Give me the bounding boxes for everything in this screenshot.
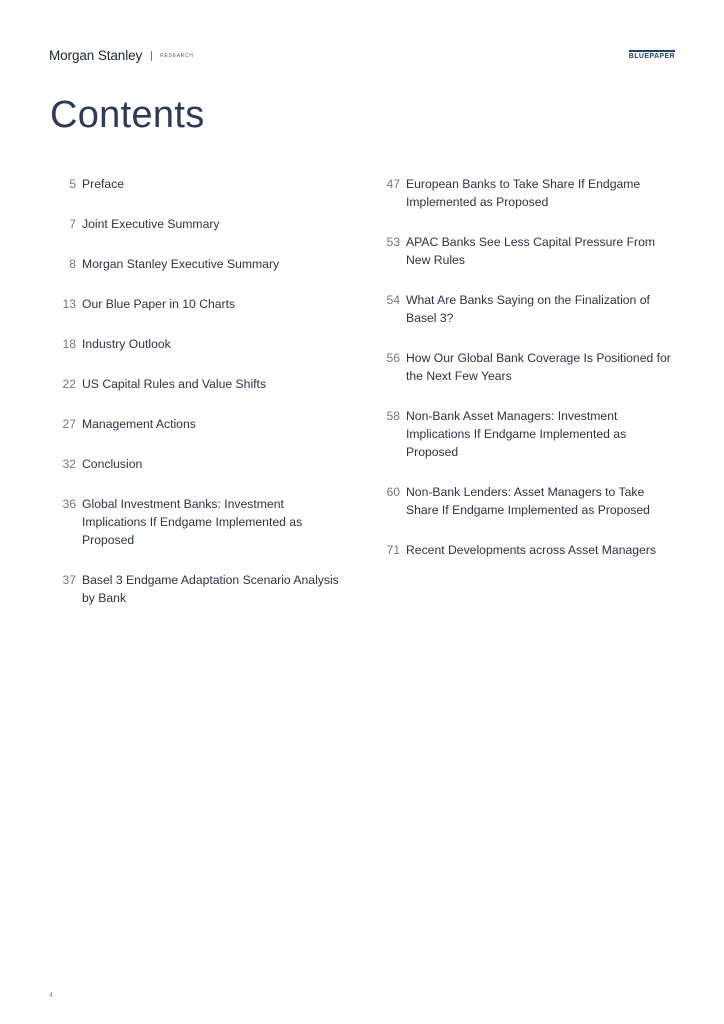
bluepaper-badge: BLUEPAPER	[629, 50, 675, 60]
toc-entry-label: Conclusion	[82, 457, 143, 471]
toc-entry[interactable]	[372, 291, 678, 327]
toc-entry[interactable]	[48, 571, 348, 607]
toc-page-number: 27	[62, 417, 76, 431]
brand-divider	[151, 51, 152, 61]
toc-page-number: 7	[69, 217, 76, 231]
toc-entry-label: Recent Developments across Asset Managers	[406, 543, 656, 557]
toc-entry[interactable]	[48, 215, 348, 233]
toc-entry[interactable]	[372, 541, 678, 559]
toc-page-number: 53	[386, 235, 400, 249]
toc-entry[interactable]	[372, 349, 678, 385]
toc-page-number: 36	[62, 497, 76, 511]
toc-page-number: 32	[62, 457, 76, 471]
toc-entry-label: Preface	[82, 177, 125, 191]
toc-page-number: 54	[386, 293, 400, 307]
toc-entry[interactable]	[372, 407, 678, 461]
brand-header	[49, 48, 194, 63]
toc-page-number: 18	[62, 337, 76, 351]
toc-entry-label: What Are Banks Saying on the Finalization of Basel 3?	[406, 293, 650, 325]
brand-section: RESEARCH	[160, 52, 194, 59]
toc-entry[interactable]	[48, 335, 348, 353]
toc-entry-label: Global Investment Banks: Investment Implications If Endgame Implemented as Proposed	[82, 497, 303, 547]
toc-page-number: 22	[62, 377, 76, 391]
toc-entry-label: How Our Global Bank Coverage Is Positioned for the Next Few Years	[406, 351, 671, 383]
toc-entry-label: Non-Bank Asset Managers: Investment Implications If Endgame Implemented as Proposed	[406, 409, 627, 459]
page-number: 4	[49, 992, 53, 999]
toc-right-column	[372, 175, 678, 581]
toc-entry-label: Non-Bank Lenders: Asset Managers to Take Share If Endgame Implemented as Proposed	[406, 485, 650, 517]
toc-page-number: 60	[386, 485, 400, 499]
toc-page-number: 56	[386, 351, 400, 365]
toc-entry-label: Management Actions	[82, 417, 196, 431]
toc-entry-label: European Banks to Take Share If Endgame Implemented as Proposed	[406, 177, 641, 209]
toc-entry[interactable]	[372, 483, 678, 519]
toc-entry[interactable]	[48, 495, 348, 549]
toc-entry[interactable]	[48, 255, 348, 273]
toc-entry[interactable]	[372, 233, 678, 269]
toc-entry-label: Basel 3 Endgame Adaptation Scenario Analysis by Bank	[82, 573, 339, 605]
toc-page-number: 8	[69, 257, 76, 271]
toc-entry[interactable]	[48, 415, 348, 433]
toc-page-number: 47	[386, 177, 400, 191]
toc-entry-label: APAC Banks See Less Capital Pressure From New Rules	[406, 235, 656, 267]
toc-page-number: 71	[386, 543, 400, 557]
toc-page-number: 58	[386, 409, 400, 423]
toc-entry[interactable]	[48, 375, 348, 393]
toc-page-number: 5	[69, 177, 76, 191]
toc-entry-label: US Capital Rules and Value Shifts	[82, 377, 267, 391]
toc-page-number: 37	[62, 573, 76, 587]
toc-entry-label: Our Blue Paper in 10 Charts	[82, 297, 236, 311]
toc-entry-label: Joint Executive Summary	[82, 217, 220, 231]
page-title: Contents	[50, 94, 205, 136]
toc-entry[interactable]	[48, 295, 348, 313]
toc-left-column	[48, 175, 348, 629]
toc-entry[interactable]	[48, 455, 348, 473]
toc-entry[interactable]	[48, 175, 348, 193]
toc-entry-label: Morgan Stanley Executive Summary	[82, 257, 280, 271]
toc-entry-label: Industry Outlook	[82, 337, 171, 351]
toc-page-number: 13	[62, 297, 76, 311]
brand-logo: Morgan Stanley	[49, 48, 143, 63]
toc-entry[interactable]	[372, 175, 678, 211]
